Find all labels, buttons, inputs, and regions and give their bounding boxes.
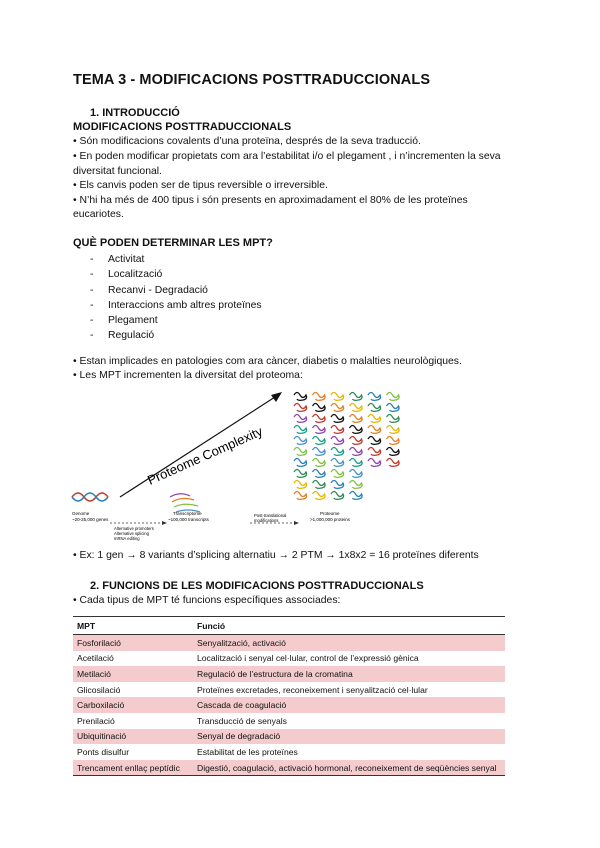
arrow-head-icon [271, 392, 282, 402]
protein-structure-icon [368, 415, 381, 423]
protein-structure-icon [331, 459, 344, 467]
protein-structure-icon [368, 393, 381, 401]
protein-structure-icon [313, 404, 326, 412]
protein-structure-icon [331, 393, 344, 401]
protein-structure-icon [331, 437, 344, 445]
step-arrow-head-icon [294, 521, 299, 525]
intro-line: • En poden modificar propietats com ara l’estabilitat i/o el plegament , i n’incrementen la seva [73, 151, 501, 162]
protein-structure-icon [313, 459, 326, 467]
table-row: Acetilació Localització i senyal cel·lular, control de l’expressió gènica [77, 653, 419, 664]
protein-structure-icon [294, 492, 307, 500]
protein-structure-icon [368, 426, 381, 434]
protein-structure-icon [313, 393, 326, 401]
protein-structure-icon [313, 448, 326, 456]
protein-structure-icon [387, 404, 400, 412]
protein-grid [294, 393, 399, 500]
protein-structure-icon [350, 448, 363, 456]
protein-structure-icon [368, 459, 381, 467]
proteome-label: Proteome [320, 511, 340, 516]
protein-structure-icon [350, 481, 363, 489]
intro-line: • N’hi ha més de 400 tipus i són presents en aproximadament el 80% de les proteïnes [73, 195, 468, 206]
table-row: Ubiquitinació Senyal de degradació [73, 729, 505, 745]
column-header: Funció [193, 617, 505, 635]
protein-structure-icon [387, 415, 400, 423]
protein-structure-icon [313, 492, 326, 500]
protein-structure-icon [331, 492, 344, 500]
mpt-functions-table [73, 616, 505, 776]
transcriptome-count: ~100,000 transcripts [168, 517, 209, 522]
table-row: Glicosilació Proteïnes excretades, reconeixement i senyalització cel·lular [77, 684, 428, 695]
protein-structure-icon [350, 393, 363, 401]
section-1-subheading: MODIFICACIONS POSTTRADUCCIONALS [73, 121, 292, 133]
step-arrow-head-icon [162, 521, 167, 525]
page-title: TEMA 3 - MODIFICACIONS POSTTRADUCCIONALS [73, 72, 431, 88]
section-1-heading: 1. INTRODUCCIÓ [90, 107, 180, 119]
table-header-row [73, 617, 505, 635]
determine-heading: QUÈ PODEN DETERMINAR LES MPT? [73, 237, 273, 249]
protein-structure-icon [368, 404, 381, 412]
protein-structure-icon [331, 481, 344, 489]
proteome-complexity-figure [70, 385, 525, 545]
protein-structure-icon [368, 437, 381, 445]
table-row: Ponts disulfur Estabilitat de les proteïnes [77, 746, 298, 757]
protein-structure-icon [350, 426, 363, 434]
protein-structure-icon [387, 393, 400, 401]
protein-structure-icon [350, 459, 363, 467]
protein-structure-icon [313, 426, 326, 434]
intro-line: • Els canvis poden ser de tipus reversible o irreversible. [73, 180, 328, 191]
transcripts-icon [170, 494, 200, 512]
step1-label: mRNA editing [114, 536, 140, 541]
arrow-label: Proteome Complexity [145, 423, 265, 488]
column-header: MPT [73, 617, 193, 635]
protein-structure-icon [294, 459, 307, 467]
protein-structure-icon [313, 437, 326, 445]
protein-structure-icon [294, 415, 307, 423]
protein-structure-icon [294, 448, 307, 456]
table-row: Fosforilació Senyalització, activació [73, 635, 505, 651]
note-line: • Les MPT incrementen la diversitat del proteoma: [73, 370, 303, 381]
protein-structure-icon [350, 404, 363, 412]
complexity-arrow [120, 397, 275, 497]
step1-label: Alternative promoters [114, 526, 154, 531]
protein-structure-icon [313, 470, 326, 478]
list-item: - Localització [90, 269, 163, 281]
intro-line: diversitat funcional. [73, 166, 162, 177]
protein-structure-icon [313, 481, 326, 489]
proteome-count: >1,000,000 proteins [310, 517, 350, 522]
table-row: Metilació Regulació de l’estructura de la cromatina [73, 666, 505, 682]
protein-structure-icon [331, 404, 344, 412]
intro-line: • Són modificacions covalents d’una proteïna, després de la seva traducció. [73, 136, 421, 147]
note-line: • Estan implicades en patologies com ara càncer, diabetis o malalties neurològiques. [73, 356, 462, 367]
protein-structure-icon [331, 415, 344, 423]
protein-structure-icon [331, 448, 344, 456]
list-item: - Interaccions amb altres proteïnes [90, 299, 262, 311]
protein-structure-icon [331, 426, 344, 434]
section-2-intro: • Cada tipus de MPT té funcions específiques associades: [73, 595, 341, 606]
table-row: Carboxilació Cascada de coagulació [73, 697, 505, 713]
dna-helix-icon [72, 493, 108, 501]
protein-structure-icon [294, 393, 307, 401]
protein-structure-icon [294, 404, 307, 412]
table-row: Prenilació Transducció de senyals [77, 715, 287, 726]
genome-label: Genome [72, 511, 90, 516]
protein-structure-icon [294, 426, 307, 434]
protein-structure-icon [331, 470, 344, 478]
protein-structure-icon [294, 437, 307, 445]
protein-structure-icon [294, 470, 307, 478]
determine-list [90, 252, 262, 344]
protein-structure-icon [294, 481, 307, 489]
example-line: • Ex: 1 gen → 8 variants d’splicing alternatiu → 2 PTM → 1x8x2 = 16 proteïnes diferents [73, 550, 479, 561]
list-item: - Activitat [90, 254, 145, 265]
step1-label: Alternative splicing [114, 531, 149, 536]
intro-line: eucariotes. [73, 209, 124, 220]
protein-structure-icon [350, 470, 363, 478]
list-item: - Plegament [90, 315, 158, 327]
step2-label: modifications [254, 518, 279, 523]
protein-structure-icon [368, 448, 381, 456]
protein-structure-icon [387, 437, 400, 445]
list-item: - Recanvi - Degradació [90, 284, 208, 296]
table-row: Trencament enllaç peptídic Digestió, coagulació, activació hormonal, reconeixement de seqüències senyal [73, 760, 505, 776]
protein-structure-icon [350, 492, 363, 500]
protein-structure-icon [387, 426, 400, 434]
section-2-heading: 2. FUNCIONS DE LES MODIFICACIONS POSTTRADUCCIONALS [90, 580, 424, 592]
step2-label: Post-translational [254, 513, 287, 518]
protein-structure-icon [387, 448, 400, 456]
protein-structure-icon [387, 459, 400, 467]
protein-structure-icon [350, 437, 363, 445]
transcriptome-label: Transcriptome [173, 511, 202, 516]
protein-structure-icon [350, 415, 363, 423]
list-item: - Regulació [90, 330, 155, 342]
protein-structure-icon [313, 415, 326, 423]
genome-count: ~20-25,000 genes [72, 517, 109, 522]
